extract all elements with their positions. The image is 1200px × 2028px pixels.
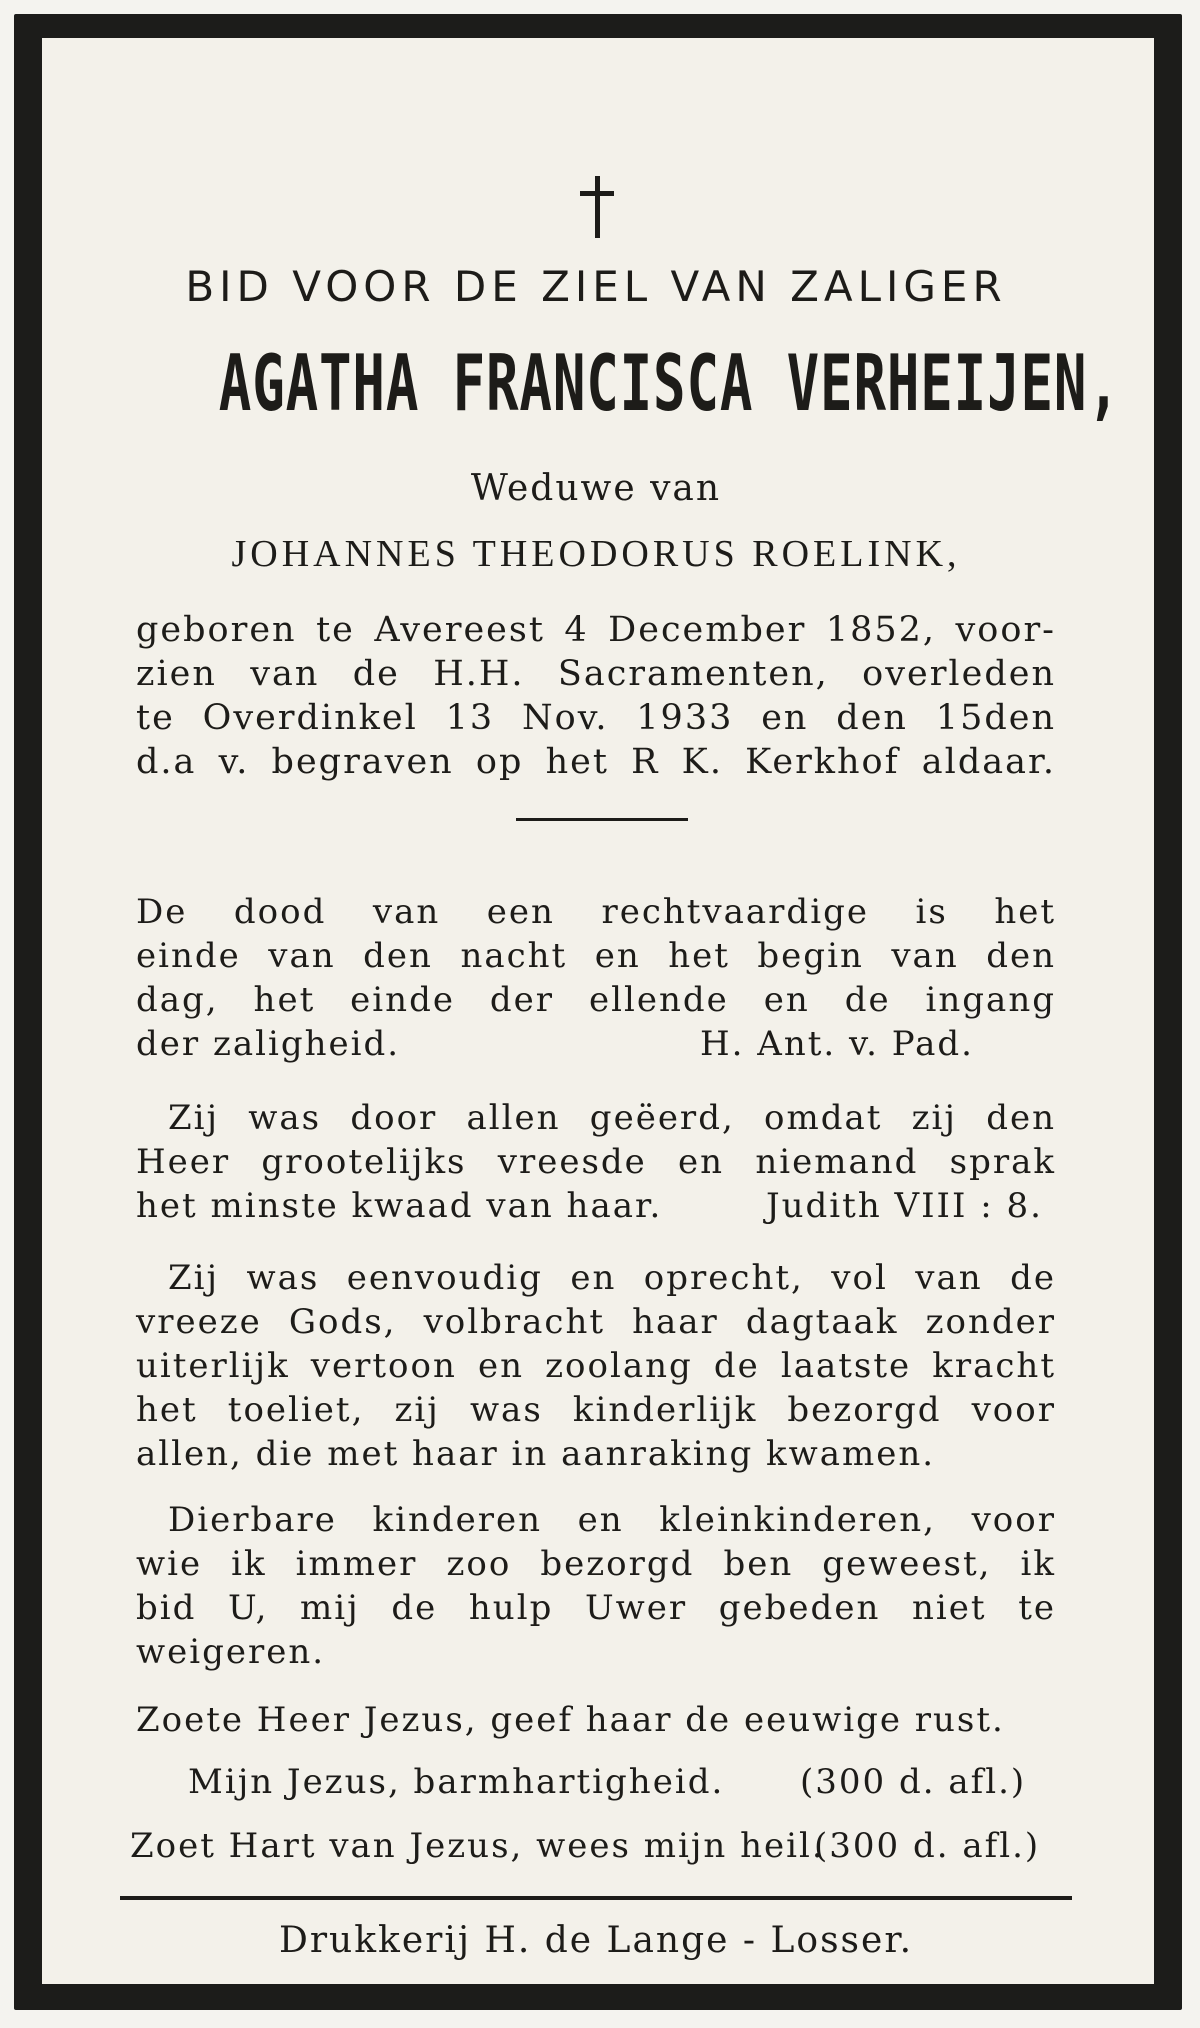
- quote2-source: Judith VIII : 8.: [766, 1186, 1043, 1226]
- quote2-line: Zij was door allen geëerd, omdat zij den: [168, 1098, 1056, 1138]
- quote2-line: Heer grootelijks vreesde en niemand sprak: [136, 1142, 1056, 1182]
- bio-line: te Overdinkel 13 Nov. 1933 en den 15den: [136, 698, 1056, 738]
- divider: [120, 1896, 1072, 1900]
- paragraph3-line: allen, die met haar in aanraking kwamen.: [136, 1434, 936, 1474]
- deceased-name: AGATHA FRANCISCA VERHEIJEN,: [218, 338, 1121, 429]
- bio-line: geboren te Avereest 4 December 1852, voor-: [136, 610, 1056, 650]
- indulgence-note: (300 d. afl.): [800, 1762, 1027, 1802]
- spouse-name: JOHANNES THEODORUS ROELINK,: [231, 533, 961, 575]
- paragraph3-line: vreeze Gods, volbracht haar dagtaak zonder: [136, 1302, 1056, 1342]
- indulgence-note: (300 d. afl.): [814, 1826, 1041, 1866]
- quote1-source: H. Ant. v. Pad.: [700, 1024, 974, 1064]
- prayer-line: Zoete Heer Jezus, geef haar de eeuwige rust.: [136, 1700, 1005, 1740]
- paragraph4-line: bid U, mij de hulp Uwer gebeden niet te: [136, 1588, 1056, 1628]
- paragraph3-line: uiterlijk vertoon en zoolang de laatste kracht: [136, 1346, 1056, 1386]
- paragraph4-line: Dierbare kinderen en kleinkinderen, voor: [168, 1500, 1056, 1540]
- prayer-heading: BID VOOR DE ZIEL VAN ZALIGER: [185, 262, 1007, 311]
- printer-credit: Drukkerij H. de Lange - Losser.: [278, 1920, 914, 1961]
- quote1-line: De dood van een rechtvaardige is het: [136, 892, 1056, 932]
- quote2-line: het minste kwaad van haar.: [136, 1186, 663, 1226]
- widow-of-label: Weduwe van: [470, 468, 722, 509]
- bio-line: d.a v. begraven op het R K. Kerkhof aldaar.: [136, 742, 1056, 782]
- divider: [516, 818, 688, 821]
- paragraph4-line: wie ik immer zoo bezorgd ben geweest, ik: [136, 1544, 1056, 1584]
- bio-line: zien van de H.H. Sacramenten, overleden: [136, 654, 1056, 694]
- paragraph3-line: Zij was eenvoudig en oprecht, vol van de: [168, 1258, 1056, 1298]
- quote1-line: einde van den nacht en het begin van den: [136, 936, 1056, 976]
- prayer-line: Zoet Hart van Jezus, wees mijn heil.: [130, 1826, 825, 1866]
- paragraph4-line: weigeren.: [136, 1632, 326, 1672]
- quote1-line: dag, het einde der ellende en de ingang: [136, 980, 1056, 1020]
- cross-icon: [578, 176, 618, 238]
- quote1-line: der zaligheid.: [136, 1024, 401, 1064]
- prayer-line: Mijn Jezus, barmhartigheid.: [188, 1762, 725, 1802]
- paragraph3-line: het toeliet, zij was kinderlijk bezorgd voor: [136, 1390, 1056, 1430]
